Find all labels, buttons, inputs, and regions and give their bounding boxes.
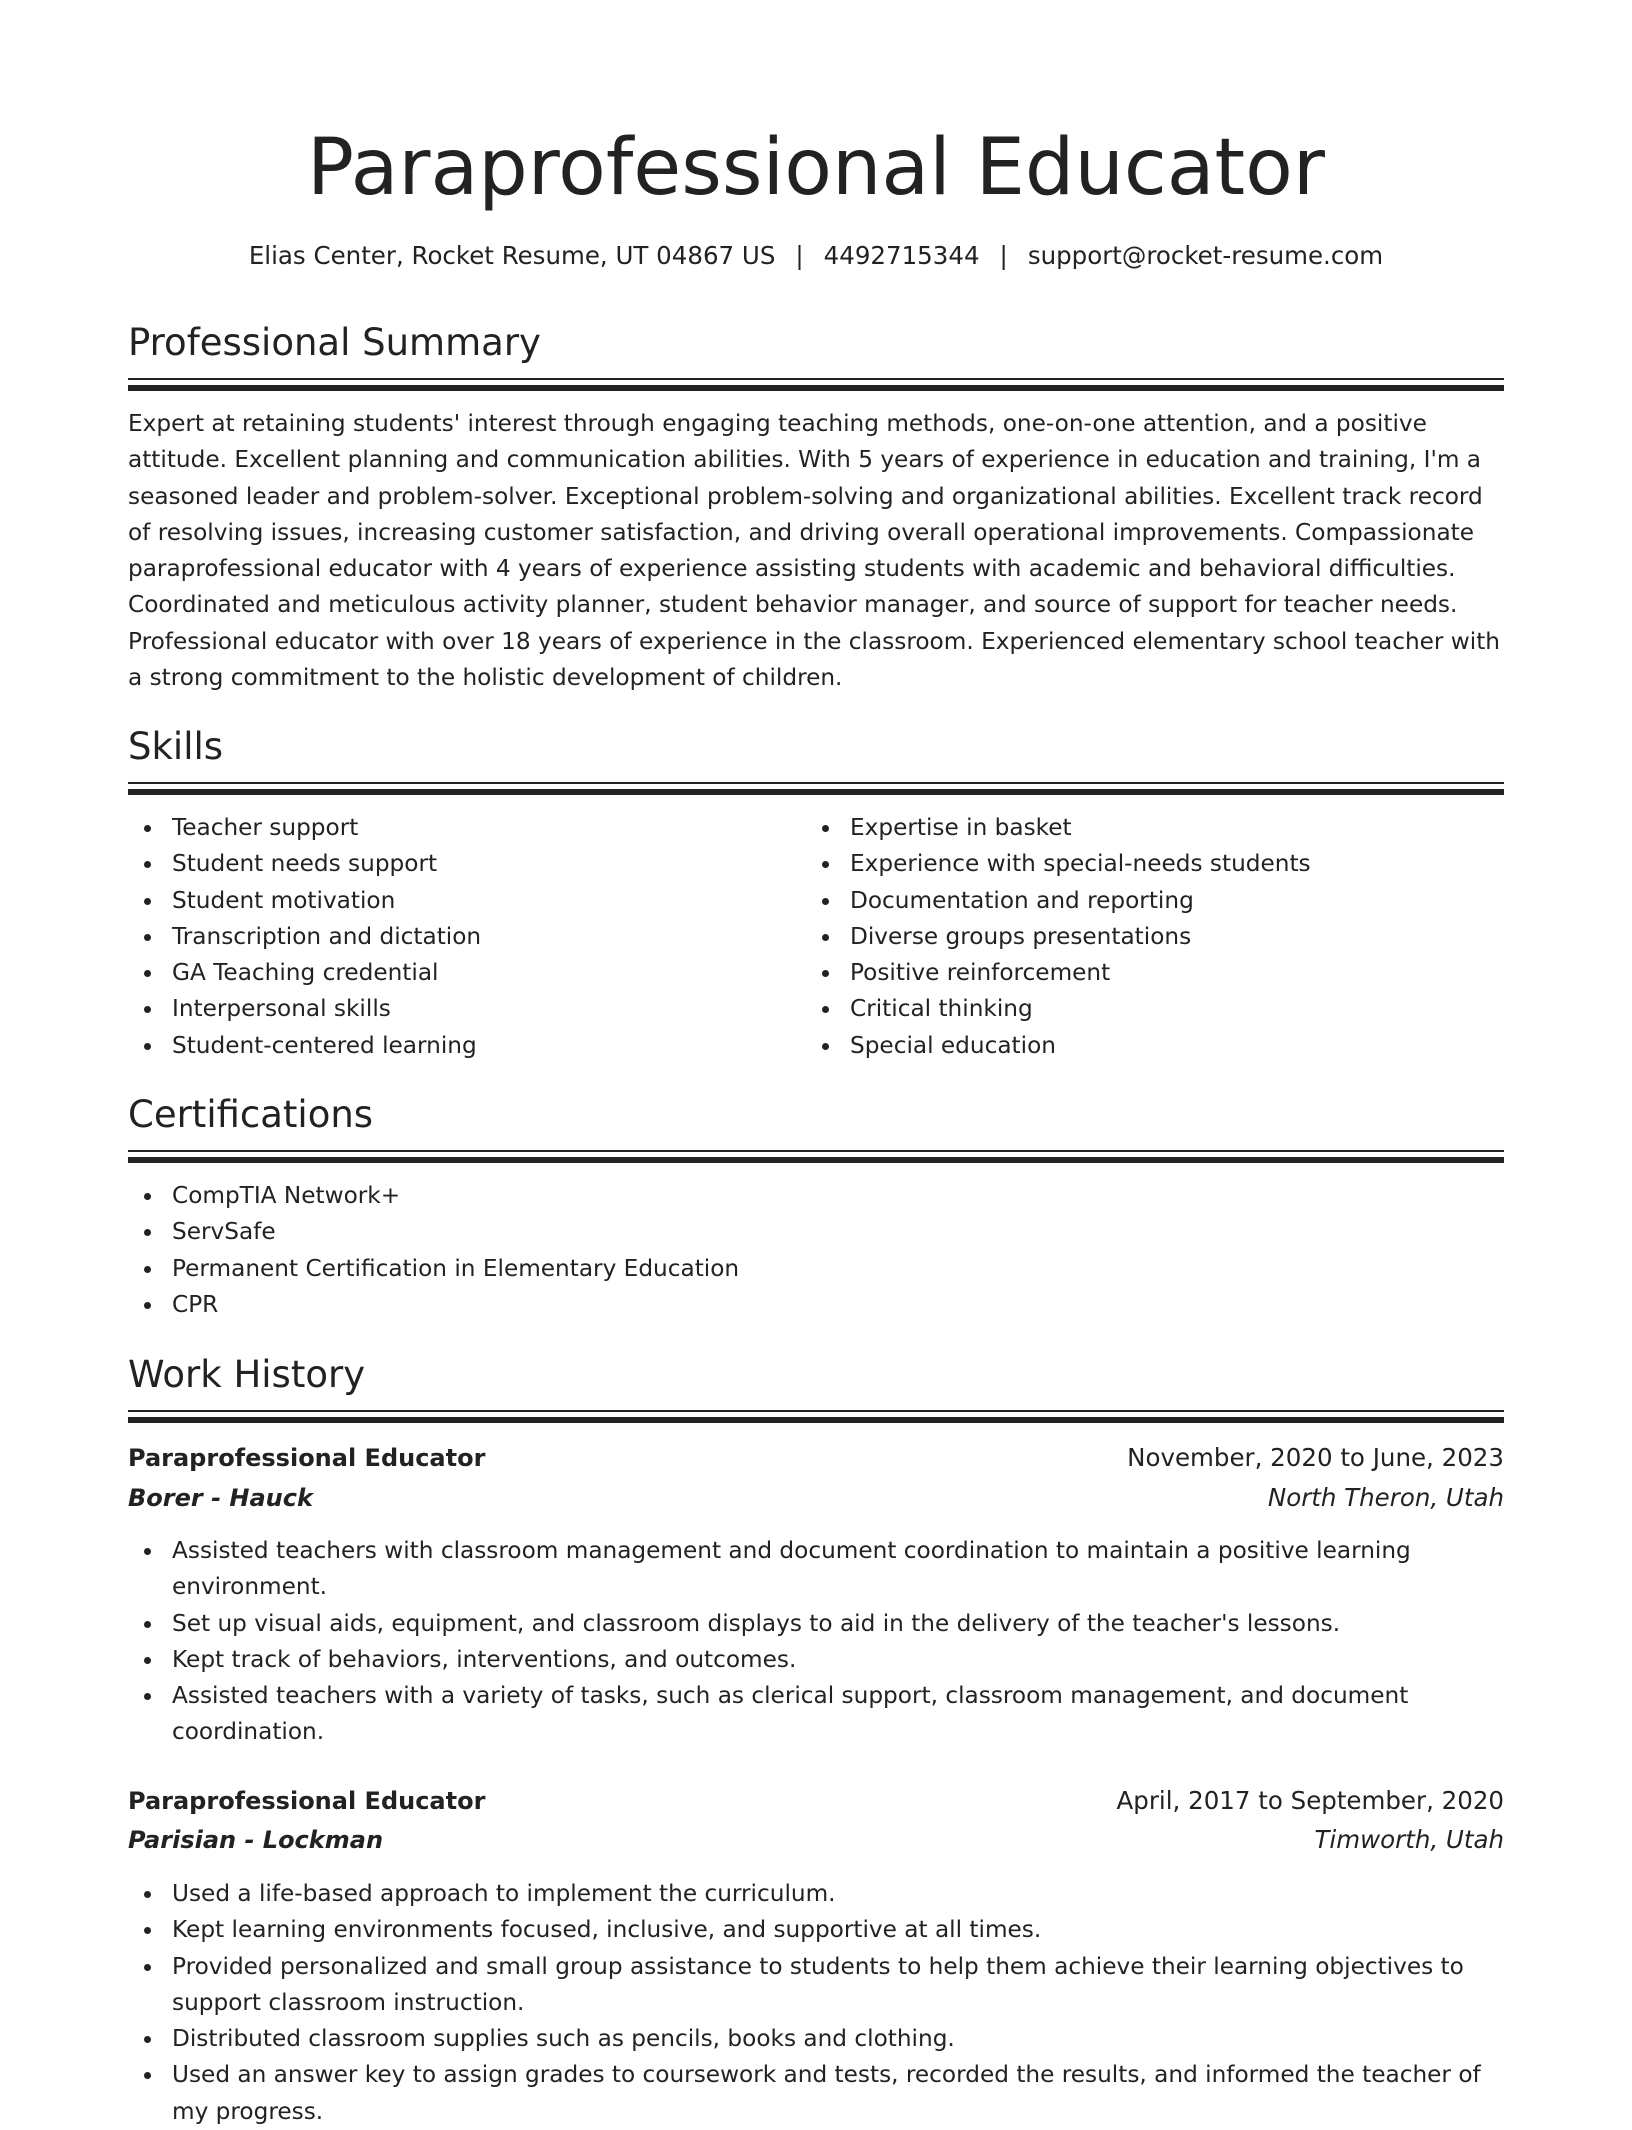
- skill-item: Documentation and reporting: [806, 883, 1466, 919]
- contact-separator: |: [795, 241, 804, 270]
- skills-heading: Skills: [128, 725, 224, 768]
- certification-item: CompTIA Network+: [128, 1178, 1504, 1214]
- job-company: Borer - Hauck: [128, 1484, 313, 1512]
- skill-item: GA Teaching credential: [128, 955, 788, 991]
- certification-item: Permanent Certification in Elementary Education: [128, 1251, 1504, 1287]
- work-history-heading: Work History: [128, 1353, 366, 1396]
- job-header: [128, 1781, 1504, 1821]
- job-bullet-list: [128, 1533, 1504, 1751]
- job-dates: April, 2017 to September, 2020: [1116, 1786, 1504, 1815]
- job-title: Paraprofessional Educator: [128, 1787, 486, 1815]
- skill-item: Expertise in basket: [806, 810, 1466, 846]
- skills-list-left: [128, 810, 788, 1064]
- job-title: Paraprofessional Educator: [128, 1444, 486, 1472]
- skill-item: Positive reinforcement: [806, 955, 1466, 991]
- job-header: [128, 1438, 1504, 1478]
- resume-title: Paraprofessional Educator: [307, 123, 1325, 213]
- job-company: Parisian - Lockman: [128, 1826, 384, 1854]
- skill-item: Experience with special-needs students: [806, 846, 1466, 882]
- job-bullet: Used an answer key to assign grades to coursework and tests, recorded the results, and informed the teacher of my progress.: [128, 2057, 1504, 2130]
- section-divider: [128, 1410, 1504, 1424]
- skill-item: Student motivation: [128, 883, 788, 919]
- job-bullet: Used a life-based approach to implement the curriculum.: [128, 1876, 1504, 1912]
- skill-item: Critical thinking: [806, 991, 1466, 1027]
- certifications-list: [128, 1178, 1504, 1323]
- contact-phone: 4492715344: [823, 241, 980, 270]
- contact-address: Elias Center, Rocket Resume, UT 04867 US: [248, 241, 776, 270]
- certification-item: CPR: [128, 1287, 1504, 1323]
- job-dates: November, 2020 to June, 2023: [1127, 1443, 1504, 1472]
- section-divider: [128, 1150, 1504, 1164]
- job-bullet: Assisted teachers with classroom management and document coordination to maintain a positive learning environment.: [128, 1533, 1504, 1606]
- job-bullet: Kept learning environments focused, inclusive, and supportive at all times.: [128, 1912, 1504, 1948]
- section-divider: [128, 378, 1504, 392]
- summary-text: Expert at retaining students' interest through engaging teaching methods, one-on-one attention, and a positive attitude. Excellent planning and communication abilities. With 5 years of experience in education and training, I'm a seasoned leader and problem-solver. Exceptional problem-solving and organizational abilities. Excellent track record of resolving issues, increasing customer satisfaction, and driving overall operational improvements. Compassionate paraprofessional educator with 4 years of experience assisting students with academic and behavioral difficulties. Coordinated and meticulous activity planner, student behavior manager, and source of support for teacher needs. Professional educator with over 18 years of experience in the classroom. Experienced elementary school teacher with a strong commitment to the holistic development of children.: [128, 410, 1501, 692]
- skill-item: Transcription and dictation: [128, 919, 788, 955]
- certifications-heading: Certifications: [128, 1093, 374, 1136]
- job-bullet: Set up visual aids, equipment, and classroom displays to aid in the delivery of the teacher's lessons.: [128, 1606, 1504, 1642]
- skill-item: Student-centered learning: [128, 1028, 788, 1064]
- section-divider: [128, 782, 1504, 796]
- job-bullet: Kept track of behaviors, interventions, and outcomes.: [128, 1642, 1504, 1678]
- skill-item: Teacher support: [128, 810, 788, 846]
- job-subheader: [128, 1820, 1504, 1860]
- job-bullet: Provided personalized and small group assistance to students to help them achieve their learning objectives to support classroom instruction.: [128, 1949, 1504, 2022]
- job-subheader: [128, 1478, 1504, 1518]
- contact-email: support@rocket-resume.com: [1027, 241, 1384, 270]
- summary-heading: Professional Summary: [128, 321, 541, 364]
- job-bullet-list: [128, 1876, 1504, 2130]
- job-bullet: Assisted teachers with a variety of tasks, such as clerical support, classroom management, and document coordination.: [128, 1678, 1504, 1751]
- skill-item: Interpersonal skills: [128, 991, 788, 1027]
- job-bullet: Distributed classroom supplies such as pencils, books and clothing.: [128, 2021, 1504, 2057]
- contact-separator: |: [999, 241, 1008, 270]
- job-location: North Theron, Utah: [1267, 1483, 1504, 1512]
- skills-list-right: [806, 810, 1466, 1064]
- certification-item: ServSafe: [128, 1214, 1504, 1250]
- skill-item: Special education: [806, 1028, 1466, 1064]
- skill-item: Student needs support: [128, 846, 788, 882]
- skill-item: Diverse groups presentations: [806, 919, 1466, 955]
- contact-line: [128, 236, 1504, 276]
- job-location: Timworth, Utah: [1314, 1825, 1504, 1854]
